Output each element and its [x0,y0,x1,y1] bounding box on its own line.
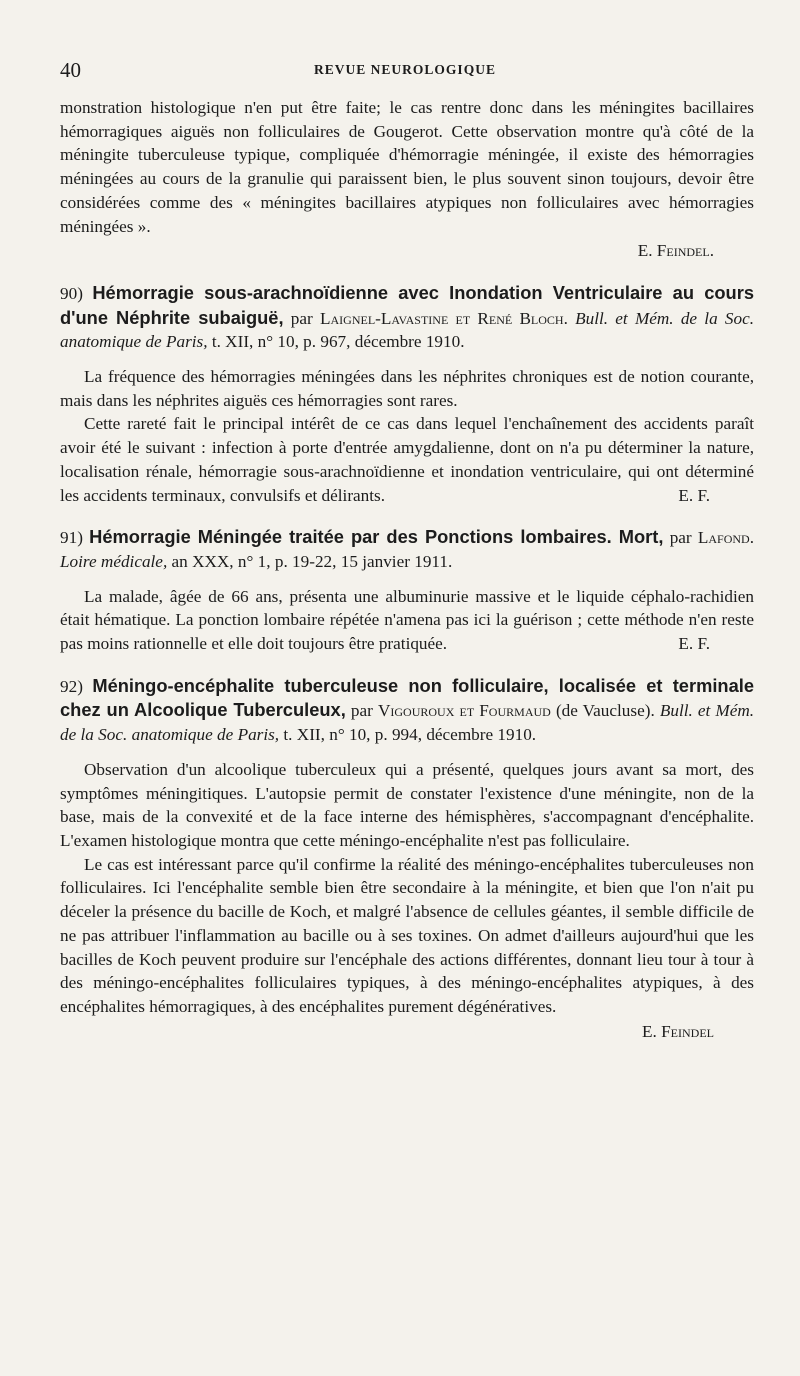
page-body [60,96,754,1043]
entry-title: Méningo-encéphalite tuberculeuse non folliculaire, localisée et terminale chez un Alcoolique Tuberculeux, [60,674,754,721]
entry-title: Hémorragie Méningée traitée par des Ponctions lombaires. Mort, [89,526,664,548]
entry-authors: Laignel-Lavastine et René Bloch. [320,308,568,328]
entry-number: 91) [60,528,83,548]
entry-paragraph: La fréquence des hémorragies méningées dans les néphrites chroniques est de notion courante, mais dans les néphrites aiguës ces hémorragies sont rares. [60,367,754,410]
entry-journal: Bull. et Mém. de la Soc. anatomique de Paris, [60,308,755,352]
entry-heading [60,281,754,354]
signature: E. F. [678,634,710,654]
entry-paragraph-text: La malade, âgée de 66 ans, présenta une albuminurie massive et le liquide céphalo-rachidien était hématique. La ponction lombaire répétée n'amena pas ici la guérison ; cette méthode n'en reste pas moins rationnelle et elle doit toujours être pratiquée. [60,586,754,654]
entry-place: (de Vaucluse). [555,701,655,721]
entry-paragraph-text: Cette rareté fait le principal intérêt de ce cas dans lequel l'enchaînement des accidents paraît avoir été le suivant : infection à porte d'entrée amygdalienne, dont on n'a pu déterminer la nature, localisation rénale, hémorragie sous-arachnoïdienne et inondation ventriculaire, qui ont déterminé les accidents terminaux, convulsifs et délirants. [60,414,754,505]
entry-by: par [290,308,313,328]
entry-number: 92) [60,676,83,696]
entry-authors: Lafond. [697,528,755,548]
entry-by: par [350,701,373,721]
entry-title: Hémorragie sous-arachnoïdienne avec Inondation Ventriculaire au cours d'une Néphrite subaiguë, [60,281,755,328]
entry-paragraph: Le cas est intéressant parce qu'il confirme la réalité des méningo-encéphalites tuberculeuses non folliculaires. Ici l'encéphalite semble bien être secondaire à la méningite, et bien que l'on n'ait pu déceler la présence du bacille de Koch, et malgré l'absence de cellules géantes, il semble difficile de ne pas attribuer l'inflammation au bacille ou à ses toxines. On admet d'ailleurs aujourd'hui que les bacilles de Koch peuvent produire sur l'encéphale des actions différentes, donnant lieu tour à tour à des méningo-encéphalites folliculaires typiques, à des méningo-encéphalites atypiques, à des encéphalites hémorragiques, à des encéphalites purement dégénératives. [60,854,754,1016]
entry-authors: Vigouroux et Fourmaud [377,701,551,721]
page-number: 40 [60,58,81,82]
signature: E. F. [678,485,710,505]
entry-citation: t. XII, n° 10, p. 994, décembre 1910. [283,725,537,745]
entry-by: par [669,528,692,548]
entry-paragraph [60,585,754,656]
entry-journal: Loire médicale, [60,551,168,571]
page-header [60,58,750,84]
signature: E. Feindel [642,1021,714,1041]
entry-number: 90) [60,283,83,303]
running-head: REVUE NEUROLOGIQUE [314,62,496,77]
entry-paragraph: Observation d'un alcoolique tuberculeux qui a présenté, quelques jours avant sa mort, des symptômes méningitiques. L'autopsie permit de constater l'existence d'une méningite, non de la base, mais de la convexité et de la face interne des hémisphères, s'accompagnant d'encéphalite. L'examen histologique montra que cette méningo-encéphalite n'est pas folliculaire. [60,759,754,850]
entry-heading [60,525,754,573]
entry-paragraph [60,412,754,507]
intro-paragraph: monstration histologique n'en put être faite; le cas rentre donc dans les méningites bacillaires hémorragiques aiguës non folliculaires de Gougerot. Cette observation montre qu'à côté de la méningite tuberculeuse typique, compliquée d'hémorragie méningée, il existe des hémorragies méningées au cours de la granulie qui paraissent bien, le plus souvent sinon toujours, devoir être considérées comme des « méningites bacillaires atypiques non folliculaires avec hémorragies méningées ». [60,98,754,236]
signature: E. Feindel. [637,241,714,261]
entry-journal: Bull. et Mém. de la Soc. anatomique de Paris, [60,701,755,745]
entry-heading [60,674,754,747]
entry-citation: t. XII, n° 10, p. 967, décembre 1910. [211,332,465,352]
entry-citation: an XXX, n° 1, p. 19-22, 15 janvier 1911. [171,551,453,571]
